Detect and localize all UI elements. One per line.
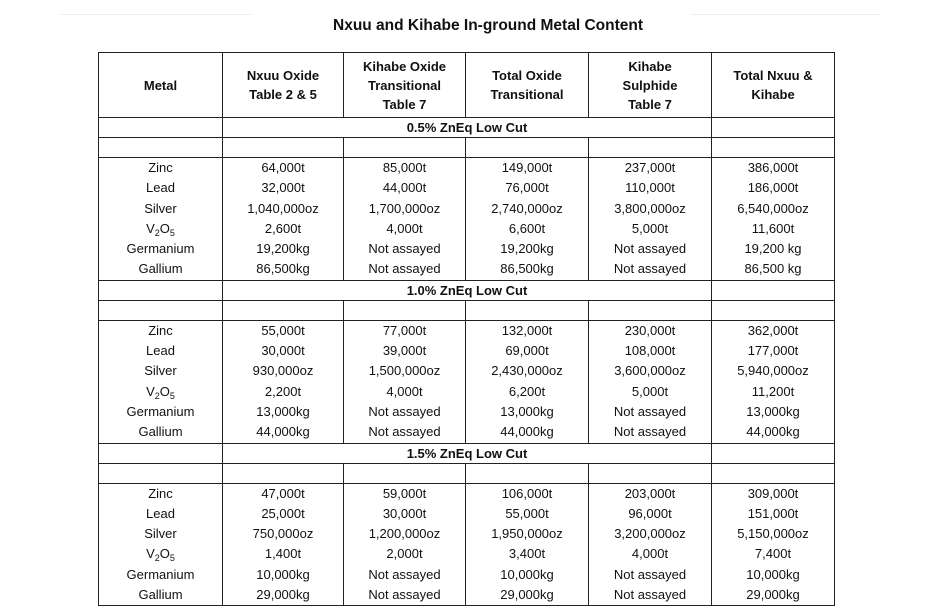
cut-label: 1.0% ZnEq Low Cut (223, 280, 712, 300)
column-header-line: Transitional (368, 77, 441, 93)
table-row (99, 259, 835, 280)
value-cell: 6,200t (466, 382, 589, 402)
column-header-line: Transitional (490, 87, 564, 102)
table-row (99, 341, 835, 361)
blank-cell (466, 300, 589, 320)
value-cell: 19,200kg (466, 239, 589, 259)
value-cell: Not assayed (344, 565, 466, 585)
metal-name-cell: Germanium (99, 239, 223, 259)
value-cell: 64,000t (223, 158, 344, 179)
value-cell: 149,000t (466, 158, 589, 179)
value-cell: 230,000t (589, 320, 712, 341)
table-row (99, 199, 835, 219)
column-header (712, 53, 835, 118)
column-header (589, 53, 712, 118)
value-cell: 13,000kg (712, 402, 835, 422)
value-cell: 11,600t (712, 219, 835, 239)
value-cell: 108,000t (589, 341, 712, 361)
value-cell: 5,000t (589, 382, 712, 402)
column-header-line: Total Oxide (492, 68, 562, 83)
value-cell: Not assayed (344, 402, 466, 422)
metal-name-cell: Zinc (99, 320, 223, 341)
value-cell: Not assayed (589, 422, 712, 443)
value-cell: 203,000t (589, 483, 712, 504)
value-cell: 4,000t (344, 382, 466, 402)
value-cell: 86,500kg (466, 259, 589, 280)
blank-cell (344, 300, 466, 320)
column-header-line: Kihabe Oxide (362, 58, 447, 74)
column-header (99, 53, 223, 118)
value-cell: 39,000t (344, 341, 466, 361)
value-cell: 1,040,000oz (223, 199, 344, 219)
value-cell: 2,000t (344, 544, 466, 564)
blank-cell (223, 138, 344, 158)
blank-cell (99, 463, 223, 483)
table-row (99, 320, 835, 341)
value-cell: 386,000t (712, 158, 835, 179)
value-cell: 69,000t (466, 341, 589, 361)
value-cell: 2,740,000oz (466, 199, 589, 219)
metal-name-cell: Lead (99, 504, 223, 524)
value-cell: Not assayed (589, 259, 712, 280)
table-row (99, 402, 835, 422)
value-cell: 1,700,000oz (344, 199, 466, 219)
table-row (99, 585, 835, 606)
value-cell: 10,000kg (223, 565, 344, 585)
value-cell: 13,000kg (223, 402, 344, 422)
value-cell: 29,000kg (466, 585, 589, 606)
table-row (99, 422, 835, 443)
value-cell: 132,000t (466, 320, 589, 341)
metal-name-cell: Silver (99, 524, 223, 544)
value-cell: Not assayed (344, 585, 466, 606)
column-header-line: Table 7 (382, 96, 427, 112)
value-cell: 186,000t (712, 178, 835, 198)
metal-name-cell: $V_2O_5$ (99, 219, 223, 239)
value-cell: 362,000t (712, 320, 835, 341)
metal-name-cell: Zinc (99, 483, 223, 504)
value-cell: 930,000oz (223, 361, 344, 381)
value-cell: 30,000t (344, 504, 466, 524)
blank-cell (712, 463, 835, 483)
table-row (99, 158, 835, 179)
column-header (344, 53, 466, 118)
value-cell: 85,000t (344, 158, 466, 179)
value-cell: 44,000kg (466, 422, 589, 443)
table-row (99, 382, 835, 402)
value-cell: 1,200,000oz (344, 524, 466, 544)
page-top-rule (690, 14, 880, 15)
blank-row (99, 138, 835, 158)
table-row (99, 361, 835, 381)
metal-name-cell: $V_2O_5$ (99, 544, 223, 564)
value-cell: 32,000t (223, 178, 344, 198)
value-cell: Not assayed (589, 585, 712, 606)
value-cell: 44,000kg (712, 422, 835, 443)
value-cell: 309,000t (712, 483, 835, 504)
cut-label: 1.5% ZnEq Low Cut (223, 443, 712, 463)
column-header-line: Kihabe (628, 58, 672, 74)
cut-row-spacer (712, 118, 835, 138)
metal-name-cell: Zinc (99, 158, 223, 179)
value-cell: 44,000kg (223, 422, 344, 443)
value-cell: Not assayed (589, 565, 712, 585)
cut-row (99, 118, 835, 138)
value-cell: Not assayed (589, 402, 712, 422)
column-header-line: Table 7 (628, 96, 672, 112)
value-cell: 10,000kg (712, 565, 835, 585)
table-row (99, 504, 835, 524)
value-cell: 750,000oz (223, 524, 344, 544)
column-header (466, 53, 589, 118)
column-header-line: Kihabe (751, 87, 795, 102)
value-cell: 177,000t (712, 341, 835, 361)
value-cell: Not assayed (344, 422, 466, 443)
value-cell: 5,940,000oz (712, 361, 835, 381)
blank-row (99, 300, 835, 320)
column-header-line: Sulphide (622, 77, 678, 93)
value-cell: 19,200kg (223, 239, 344, 259)
table-row (99, 219, 835, 239)
cut-row (99, 280, 835, 300)
metal-content-table (98, 52, 835, 606)
value-cell: 2,200t (223, 382, 344, 402)
value-cell: 1,950,000oz (466, 524, 589, 544)
cut-row-spacer (99, 118, 223, 138)
table-row (99, 565, 835, 585)
value-cell: 77,000t (344, 320, 466, 341)
blank-cell (712, 300, 835, 320)
cut-row (99, 443, 835, 463)
value-cell: 1,500,000oz (344, 361, 466, 381)
metal-name-cell: Gallium (99, 422, 223, 443)
header-row (99, 53, 835, 118)
value-cell: 237,000t (589, 158, 712, 179)
blank-cell (589, 138, 712, 158)
column-header-line: Nxuu Oxide (246, 68, 320, 83)
column-header-line: Table 2 & 5 (249, 87, 317, 102)
value-cell: 55,000t (466, 504, 589, 524)
value-cell: 25,000t (223, 504, 344, 524)
value-cell: 110,000t (589, 178, 712, 198)
metal-name-cell: Lead (99, 341, 223, 361)
value-cell: 151,000t (712, 504, 835, 524)
table-row (99, 524, 835, 544)
table-row (99, 239, 835, 259)
value-cell: Not assayed (344, 239, 466, 259)
blank-cell (223, 463, 344, 483)
value-cell: 10,000kg (466, 565, 589, 585)
value-cell: 55,000t (223, 320, 344, 341)
column-header-line: Metal (143, 77, 178, 93)
value-cell: 6,540,000oz (712, 199, 835, 219)
blank-cell (99, 300, 223, 320)
table-title: Nxuu and Kihabe In-ground Metal Content (333, 17, 643, 34)
value-cell: Not assayed (589, 239, 712, 259)
value-cell: 3,200,000oz (589, 524, 712, 544)
value-cell: 7,400t (712, 544, 835, 564)
value-cell: 4,000t (589, 544, 712, 564)
value-cell: 13,000kg (466, 402, 589, 422)
value-cell: 44,000t (344, 178, 466, 198)
metal-name-cell: Lead (99, 178, 223, 198)
page-top-rule (60, 14, 252, 15)
blank-cell (223, 300, 344, 320)
blank-cell (589, 300, 712, 320)
value-cell: 3,400t (466, 544, 589, 564)
cut-row-spacer (712, 280, 835, 300)
value-cell: 47,000t (223, 483, 344, 504)
value-cell: 5,000t (589, 219, 712, 239)
metal-name-cell: Silver (99, 361, 223, 381)
metal-name-cell: $V_2O_5$ (99, 382, 223, 402)
value-cell: Not assayed (344, 259, 466, 280)
value-cell: 3,800,000oz (589, 199, 712, 219)
table-row (99, 544, 835, 564)
value-cell: 30,000t (223, 341, 344, 361)
cut-row-spacer (99, 443, 223, 463)
value-cell: 4,000t (344, 219, 466, 239)
value-cell: 3,600,000oz (589, 361, 712, 381)
value-cell: 29,000kg (223, 585, 344, 606)
blank-cell (344, 463, 466, 483)
cut-label: 0.5% ZnEq Low Cut (223, 118, 712, 138)
table-row (99, 483, 835, 504)
blank-cell (589, 463, 712, 483)
value-cell: 5,150,000oz (712, 524, 835, 544)
value-cell: 11,200t (712, 382, 835, 402)
value-cell: 29,000kg (712, 585, 835, 606)
blank-row (99, 463, 835, 483)
value-cell: 1,400t (223, 544, 344, 564)
cut-row-spacer (712, 443, 835, 463)
metal-name-cell: Gallium (99, 585, 223, 606)
value-cell: 2,600t (223, 219, 344, 239)
value-cell: 2,430,000oz (466, 361, 589, 381)
metal-name-cell: Gallium (99, 259, 223, 280)
value-cell: 59,000t (344, 483, 466, 504)
cut-row-spacer (99, 280, 223, 300)
table-row (99, 178, 835, 198)
blank-cell (466, 138, 589, 158)
blank-cell (344, 138, 466, 158)
value-cell: 19,200 kg (712, 239, 835, 259)
metal-name-cell: Silver (99, 199, 223, 219)
value-cell: 76,000t (466, 178, 589, 198)
metal-name-cell: Germanium (99, 565, 223, 585)
column-header (223, 53, 344, 118)
value-cell: 6,600t (466, 219, 589, 239)
value-cell: 96,000t (589, 504, 712, 524)
blank-cell (712, 138, 835, 158)
blank-cell (466, 463, 589, 483)
value-cell: 86,500 kg (712, 259, 835, 280)
column-header-line: Total Nxuu & (733, 68, 813, 83)
metal-name-cell: Germanium (99, 402, 223, 422)
value-cell: 86,500kg (223, 259, 344, 280)
value-cell: 106,000t (466, 483, 589, 504)
blank-cell (99, 138, 223, 158)
